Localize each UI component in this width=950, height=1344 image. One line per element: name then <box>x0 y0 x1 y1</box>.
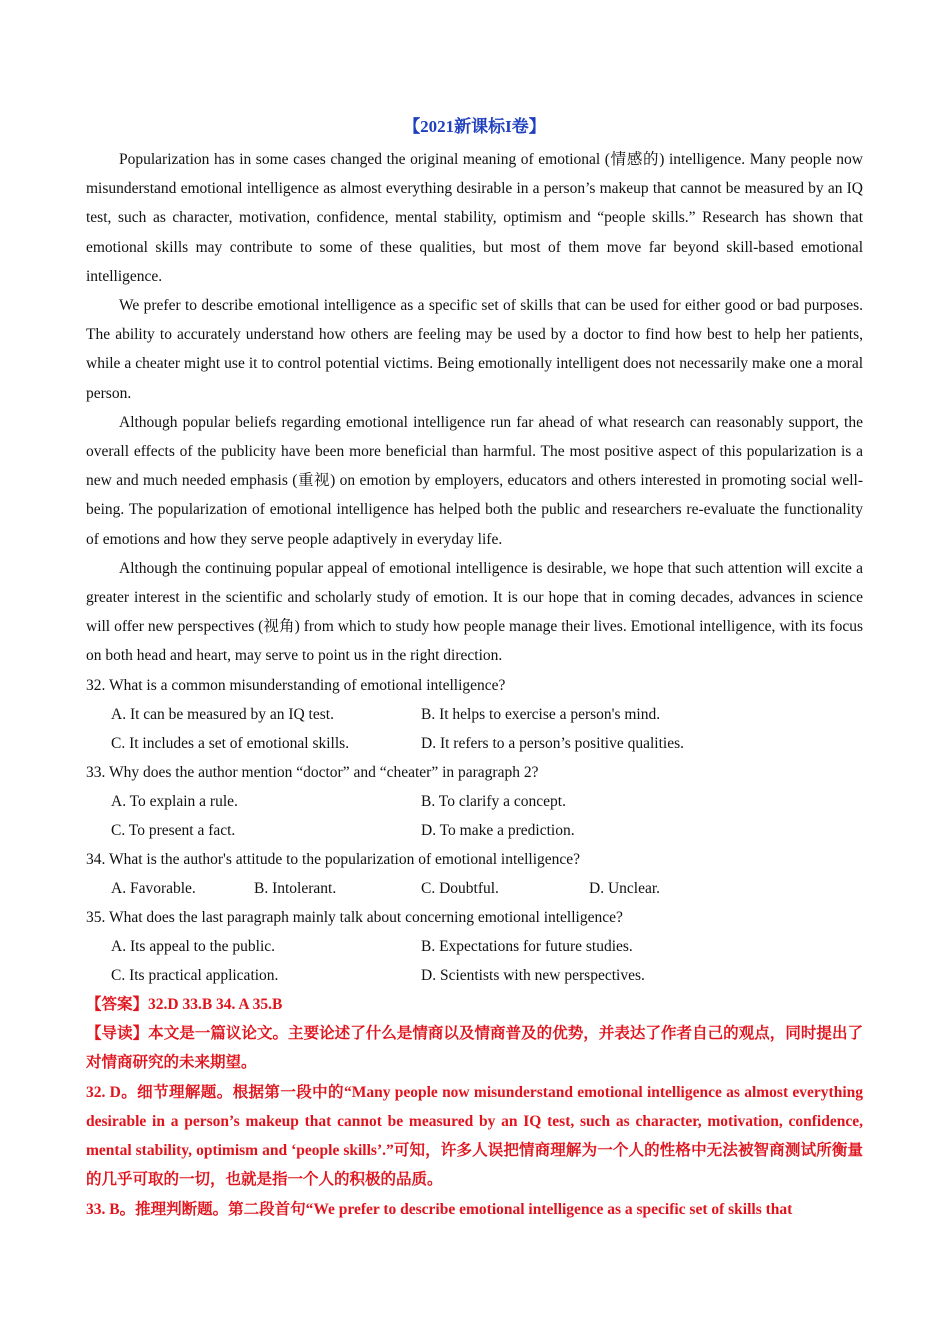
option-b: B. Intolerant. <box>254 879 337 897</box>
option-row <box>86 874 863 903</box>
option-row <box>86 961 863 990</box>
question-stem: 33. Why does the author mention “doctor” and “cheater” in paragraph 2? <box>86 763 539 781</box>
option-row <box>86 816 863 845</box>
explanation-33: 33. B。推理判断题。第二段首句“We prefer to describe emotional intelligence as a specific set of skills that <box>86 1200 793 1218</box>
document-content <box>86 112 863 1224</box>
option-a: A. It can be measured by an IQ test. <box>111 705 334 723</box>
question-35 <box>86 903 863 990</box>
passage-paragraph-1: Popularization has in some cases changed the original meaning of emotional (情感的) intelligence. Many people now misunderstand emotional intelligence as almost everything desirable in a person’s makeup that cannot be measured by an IQ test, such as character, motivation, confidence, mental stability, optimism and “people skills.” Research has shown that emotional skills may contribute to some of these qualities, but most of them move far beyond skill-based emotional intelligence. <box>86 151 863 285</box>
passage-paragraph-3: Although popular beliefs regarding emotional intelligence run far ahead of what research can reasonably support, the overall effects of the publicity have been more beneficial than harmful. The most positive aspect of this popularization is a new and much needed emphasis (重视) on emotion by employers, educators and others interested in promoting social well-being. The popularization of emotional intelligence has helped both the public and researchers re-evaluate the functionality of emotions and how they serve people adaptively in everyday life. <box>86 413 863 548</box>
option-row <box>86 729 863 758</box>
option-c: C. Its practical application. <box>111 966 279 984</box>
question-stem: 32. What is a common misunderstanding of emotional intelligence? <box>86 676 506 694</box>
option-c: C. It includes a set of emotional skills. <box>111 734 350 752</box>
option-c: C. To present a fact. <box>111 821 236 839</box>
passage-paragraph-2: We prefer to describe emotional intelligence as a specific set of skills that can be used for either good or bad purposes. The ability to accurately understand how others are feeling may be used by a doctor to find how best to help her patients, while a cheater might use it to control potential victims. Being emotionally intelligent does not necessarily make one a moral person. <box>86 297 863 402</box>
question-32 <box>86 671 863 758</box>
reading-guide: 【导读】本文是一篇议论文。主要论述了什么是情商以及情商普及的优势，并表达了作者自己的观点，同时提出了对情商研究的未来期望。 <box>86 1024 863 1072</box>
option-b: B. Expectations for future studies. <box>421 937 633 955</box>
question-stem: 35. What does the last paragraph mainly talk about concerning emotional intelligence? <box>86 908 623 926</box>
answer-key: 【答案】32.D 33.B 34. A 35.B <box>86 995 283 1013</box>
explanation-32: 32. D。细节理解题。根据第一段中的“Many people now misunderstand emotional intelligence as almost everything desirable in a person’s makeup that cannot be measured by an IQ test, such as character, motivation, confidence, mental stability, optimism and ‘people skills’.”可知，许多人误把情商理解为一个人的性格中无法被智商测试所衡量的几乎可取的一切，也就是指一个人的积极的品质。 <box>86 1083 863 1189</box>
option-d: D. Unclear. <box>589 879 661 897</box>
exam-title: 【2021新课标I卷】 <box>403 117 546 136</box>
question-stem: 34. What is the author's attitude to the popularization of emotional intelligence? <box>86 850 581 868</box>
option-d: D. To make a prediction. <box>421 821 575 839</box>
option-b: B. It helps to exercise a person's mind. <box>421 705 661 723</box>
option-a: A. Its appeal to the public. <box>111 937 275 955</box>
option-a: A. To explain a rule. <box>111 792 238 810</box>
option-row <box>86 787 863 816</box>
passage-paragraph-4: Although the continuing popular appeal of emotional intelligence is desirable, we hope that such attention will excite a greater interest in the scientific and scholarly study of emotion. It is our hope that in coming decades, advances in science will offer new perspectives (视角) from which to study how people manage their lives. Emotional intelligence, with its focus on both head and heart, may serve to point us in the right direction. <box>86 559 863 665</box>
option-a: A. Favorable. <box>111 879 196 897</box>
option-d: D. It refers to a person’s positive qualities. <box>421 734 685 752</box>
question-34 <box>86 845 863 903</box>
option-row <box>86 932 863 961</box>
option-row <box>86 700 863 729</box>
option-c: C. Doubtful. <box>421 879 499 897</box>
question-33 <box>86 758 863 845</box>
option-d: D. Scientists with new perspectives. <box>421 966 645 984</box>
option-b: B. To clarify a concept. <box>421 792 566 810</box>
